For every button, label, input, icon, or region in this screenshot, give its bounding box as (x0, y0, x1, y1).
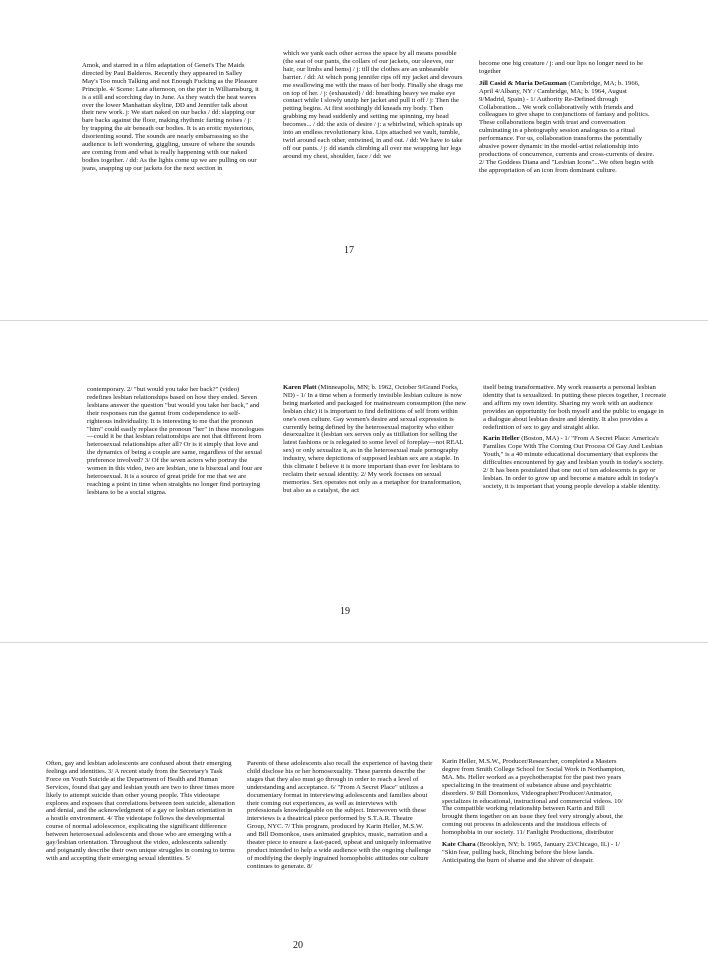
page-20-column-1-text: Often, gay and lesbian adolescents are confused about their emerging feelings and identities. 3/ A recent study from the Secretary's Task Force on Youth Suicide at the Department of Health and Human Services, found that gay and lesbian youth are two to three times more likely to attempt suicide than other young people. This videotape explores and exposes that correlations between teen suicide, alienation and denial, and the acknowledgment of a gay or lesbian orientation in a hostile environment. 4/ The videotape follows the developmental course of normal adolescence, explicating the significant difference between heterosexual adolescents and those who are emerging with a gay/lesbian orientation. Throughout the video, adolescents saliently and poignantly describe their own unique struggles in coming to terms with and accepting their emerging sexual identities. 5/ (46, 760, 235, 862)
artist-name: Karen Platt (283, 384, 317, 391)
page-divider (0, 642, 708, 643)
artist-entry-platt (283, 384, 469, 495)
artist-entry-casid-deguzman (479, 80, 655, 175)
page-divider (0, 320, 708, 321)
page-19-column-2 (283, 384, 469, 588)
page-20-column-3 (442, 758, 625, 938)
page-17-column-1 (82, 62, 259, 252)
page-19-column-3-intro: itself being transformative. My work reasserts a personal lesbian identity that is sexualized. In putting these pieces together, I recreate and affirm my own identity. Sharing my work with an audience provides an opportunity for both myself and the public to engage in a dialogue about lesbian desire and identity. It also provides a redefinition of sex to gay and straight alike. (483, 384, 667, 431)
artist-statement: (Brooklyn, NY; b. 1965, January 23/Chicago, IL) - 1/ "Skin fear, pulling back, flinching before the blow lands. Anticipating the burn of shame and the shiver of despair. (442, 841, 621, 864)
page-20-column-2-text: Parents of these adolescents also recall the experience of having their child disclose his or her homosexuality. These parents describe the stages that they also must go through in order to reach a level of understanding and acceptance. 6/ "From A Secret Place" utilizes a documentary format in interviewing adolescents and families about their coming out experiences, as well as interviews with professionals knowledgeable on the subject. Interwoven with these interviews is a theatrical piece performed by S.T.A.R. Theatre Group, NYC. 7/ This program, produced by Karin Heller, M.S.W. and Bill Domonkos, uses animated graphics, music, narration and a theater piece to ensure a fast-paced, upbeat and uniquely informative product intended to help a wide audience with the ongoing challenge of modifying the deeply ingrained homophobic attitudes our culture continues to generate. 8/ (247, 760, 433, 870)
page-17-column-2-text: which we yank each other across the space by all means possible (the seat of our pants, the collars of our jackets, our sleeves, our hair, our limbs and hems) / j: till the clothes are an unbearable barrier. / dd: At which pong jennifer rips off my jacket and devours me swallowing me with the mass of her body. Finally she drags me on top of her. / j: (exhausted) / dd: breathing heavy we make eye contact while I slowly unzip her jacket and pull it off / j: Then the petting begins. At first soothingly dd kneads my body. Then grabbing my head suddenly and setting me spinning, my head becomes... / dd: the axis of desire / j: a whirlwind, which spirals up into an endless revolutionary kiss. Lips attached we vault, tumble, twirl around each other, entwined, in and out. / dd: We have to take off our pants. / j: dd stands climbing all over me wrapping her legs around my chest, shoulder, face / dd: we (283, 50, 463, 160)
artist-entry-heller (483, 435, 667, 490)
page-19-column-1-text: contemporary. 2/ "but would you take her back?" (video) redefines lesbian relationships based on how they ended. Seven lesbians answer the question "but would you take her back," and their responses run the gamut from codependence to self-righteous individuality. It is interesting to me that the pronoun "him" could easily replace the pronoun "her" in these monologues—could it be that lesbian relationships are not that different from heterosexual relationships after all? Or is it simply that love and the dynamics of being a couple are same, regardless of the sexual preference involved? 3/ Of the seven actors who portray the women in this video, two are lesbian, one is bisexual and four are heterosexual. It is a source of great pride for me that we are reaching a point in time when straights no longer find portraying lesbians to be a social stigma. (87, 386, 264, 496)
page-number: 19 (340, 606, 350, 617)
artist-statement: (Cambridge, MA; b. 1966, April 4/Albany, NY / Cambridge, MA; b. 1964, August 9/Madrid, Spain) - 1/ Authority Re-Defined through Collaboration... We work collaboratively with friends and colleagues to give shape to conjunctions of fantasy and politics. These collaborations begin with trust and conversation culminating in a photography session analogous to a ritual performance. For us, collaboration transforms the potentially abusive power dynamic in the model-artist relationship into productions of concurrence, currents and cross-currents of desire. 2/ The Goddess Diana and "Lesbian Icons"...We often begin with the appropriation of an icon from dominant culture. (479, 79, 655, 174)
page-19-column-3 (483, 384, 667, 564)
page-19 (0, 322, 708, 640)
page-20-column-1 (46, 760, 235, 924)
page-17-column-3-intro: become one big creature / j: and our lips no longer need to be together (479, 60, 643, 75)
artist-statement: (Minneapolis, MN; b. 1962, October 9/Grand Forks, ND) - 1/ In a time when a formerly invisible lesbian culture is now being marketed and packaged for mainstream consumption (the new lesbian chic) it is important to find definitions of self from within one's own culture. Gay women's desire and sexual expression is currently being defined by the heterosexual majority who either desexualize it (lesbian sex serves only as titillation for selling the latest fashions or is relegated to some level of foreplay—not REAL sex) or only sexualize it, as in the heterosexual male pornography industry, where depictions of supposed lesbian sex are a staple. In this climate I believe it is more important than ever for lesbians to reclaim their sexual identity. 2/ My work focuses on sexual memories. Sex operates not only as a metaphor for transformation, but also as a catalyst, the act (283, 384, 467, 494)
page-20-column-2 (247, 760, 433, 924)
artist-name: Kate Chara (442, 841, 476, 849)
page-17-column-1-text: Amok, and starred in a film adaptation of Genet's The Maids directed by Paul Balderos. Recently they appeared in Salley May's Too much Talking and not Enough Fucking as the Pleasure Principle. 4/ Scene: Late afternoon, on the pier in Williamsburg, it is a still and scorching day in June. As they watch the heat waves over the lower Manhattan skyline, DD and Jennifer talk about their new work. j: We start naked on our backs / dd: slapping our bare backs against the floor, making rhythmic farting noises / j: by trapping the air beneath our bodies. It is an erotic mysterious, disorienting sound. The sounds are nearly embarrassing so the audience is left wondering, giggling, unsure of where the sounds are coming from and what is really happening with our naked bodies together. / dd: As the lights come up we are pulling on our jeans, snapping up our jackets for the next section in (82, 62, 259, 172)
artist-statement: (Boston, MA) - 1/ "From A Secret Place: America's Families Cope With The Coming Out Process Of Gay And Lesbian Youth," is a 40 minute educational documentary that explores the difficulties encountered by gay and lesbian youth in today's society. 2/ It has been postulated that one out of ten adolescents is gay or lesbian. In order to grow up and become a mature adult in today's society, it is important that young people develop a stable identity. (483, 435, 664, 490)
page-number: 17 (344, 245, 354, 256)
page-17-column-3 (479, 60, 655, 240)
page-17-column-2 (283, 50, 465, 234)
artist-name: Karin Heller (483, 435, 520, 443)
page-number: 20 (293, 940, 303, 951)
page-20 (0, 644, 708, 970)
page-17 (0, 0, 708, 318)
page-20-column-3-intro: Karin Heller, M.S.W., Producer/Researcher, completed a Masters degree from Smith College School for Social Work in Northampton, MA. Ms. Heller worked as a psychotherapist for the past two years specializing in the treatment of substance abuse and psychiatric disorders. 9/ Bill Domonkos, Videographer/Producer/Animator, specializes in educational, instructional and commercial videos. 10/ The compatible working relationship between Karin and Bill brought them together on an issue they feel very strongly about, the coming out process in adolescents and the insidious effects of homophobia in our society. 11/ Fanlight Productions, distributor (442, 758, 625, 837)
artist-entry-chara (442, 841, 625, 865)
page-19-column-1 (87, 386, 264, 596)
artist-name: Jill Casid & Maria DeGuzman (479, 79, 567, 87)
